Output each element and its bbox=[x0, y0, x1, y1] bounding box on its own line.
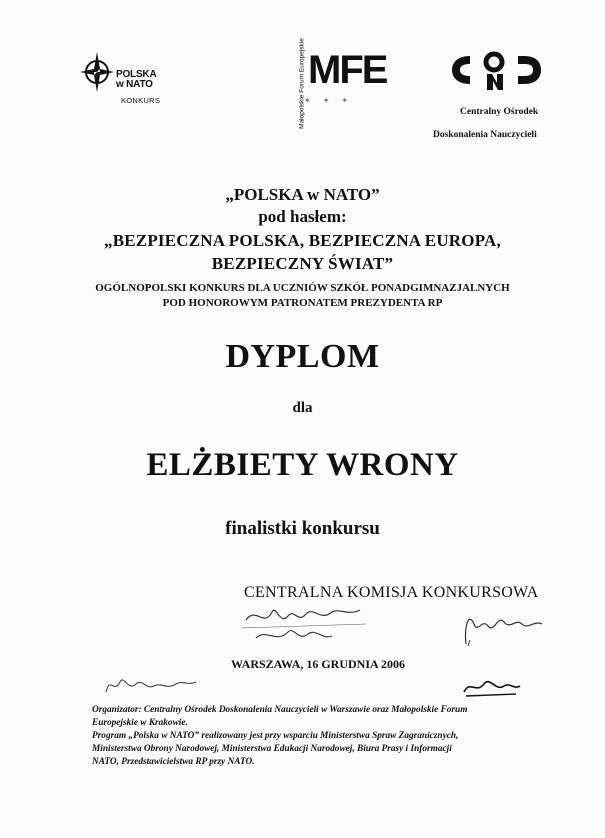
polska-w-nato-logo bbox=[80, 50, 180, 110]
codn-name-line2: Doskonalenia Nauczycieli bbox=[433, 130, 537, 140]
program-note-line3: NATO, Przedstawicielstwa RP przy NATO. bbox=[92, 757, 255, 767]
program-note-line2: Ministerstwa Obrony Narodowej, Ministerstwa Edukacji Narodowej, Biura Prasy i Informacji bbox=[92, 744, 452, 754]
organizer-note-line2: Europejskie w Krakowie. bbox=[92, 718, 188, 728]
codn-wordmark-icon bbox=[448, 50, 544, 92]
recipient-name: ELŻBIETY WRONY bbox=[146, 447, 459, 483]
nato-compass-icon bbox=[80, 50, 116, 94]
nato-logo-text bbox=[116, 70, 156, 90]
nato-logo-subtitle: KONKURS bbox=[121, 96, 161, 105]
motto-line1: „BEZPIECZNA POLSKA, BEZPIECZNA EUROPA, bbox=[104, 231, 501, 250]
place-and-date: WARSZAWA, 16 GRUDNIA 2006 bbox=[231, 657, 406, 671]
codn-logo bbox=[430, 50, 560, 145]
footer-notes bbox=[92, 704, 562, 769]
codn-name-line1: Centralny Ośrodek bbox=[460, 107, 539, 117]
signature-left bbox=[96, 662, 206, 702]
diploma-for: dla bbox=[292, 400, 313, 416]
recipient-role: finalistki konkursu bbox=[225, 518, 380, 539]
motto-slogan bbox=[0, 229, 605, 275]
motto-intro: pod hasłem: bbox=[258, 207, 347, 226]
mfe-vertical-text: Małopolskie Forum Europejskie bbox=[298, 38, 306, 129]
competition-description-line2: POD HONOROWYM PATRONATEM PREZYDENTA RP bbox=[162, 297, 443, 309]
stars-icon: ✶ ✶ ✶ bbox=[304, 96, 354, 105]
nato-logo-line2: w NATO bbox=[116, 79, 153, 90]
competition-name: „POLSKA w NATO” bbox=[225, 185, 380, 204]
competition-description-line1: OGÓLNOPOLSKI KONKURS DLA UCZNIÓW SZKÓŁ PONADGIMNAZJALNYCH bbox=[95, 282, 510, 294]
commission-label: CENTRALNA KOMISJA KONKURSOWA bbox=[244, 584, 539, 601]
mfe-wordmark: MFE bbox=[308, 48, 387, 92]
organizer-note-line1: Organizator: Centralny Ośrodek Doskonalenia Nauczycieli w Warszawie oraz Małopolskie Forum bbox=[92, 705, 468, 715]
signature-right bbox=[456, 664, 526, 700]
diploma-title: DYPLOM bbox=[225, 338, 380, 375]
motto-line2: BEZPIECZNY ŚWIAT” bbox=[211, 254, 394, 273]
signature-commission-2 bbox=[456, 600, 556, 650]
program-note-line1: Program „Polska w NATO” realizowany jest przy wsparciu Ministerstwa Spraw Zagranicznych, bbox=[92, 731, 459, 741]
signature-commission-1 bbox=[236, 598, 376, 658]
nato-logo-line1: POLSKA bbox=[116, 69, 157, 80]
mfe-logo bbox=[282, 38, 392, 142]
